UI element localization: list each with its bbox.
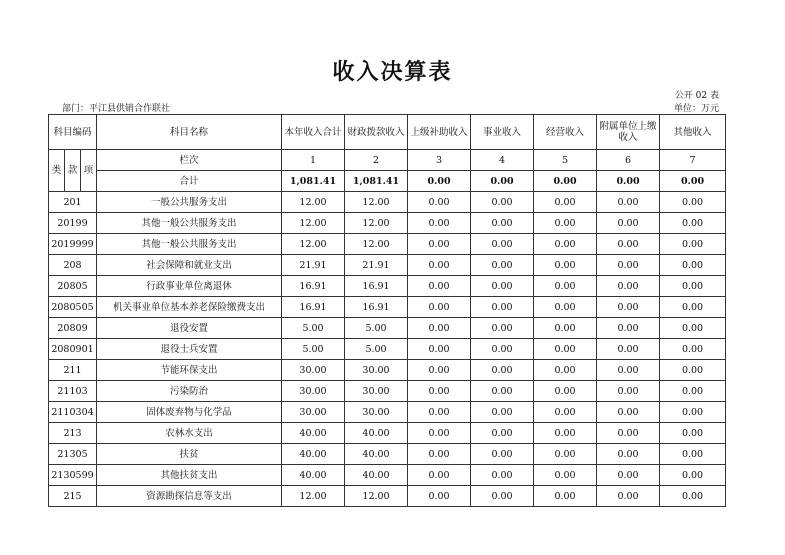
row-value-c2: 12.00: [345, 486, 408, 507]
row-value-c2: 16.91: [345, 297, 408, 318]
row-value-c6: 0.00: [597, 192, 660, 213]
row-value-c7: 0.00: [660, 234, 726, 255]
row-code: 2080505: [49, 297, 97, 318]
row-value-c1: 30.00: [282, 402, 345, 423]
row-value-c3: 0.00: [408, 318, 471, 339]
row-value-c5: 0.00: [534, 339, 597, 360]
row-value-c7: 0.00: [660, 192, 726, 213]
row-value-c1: 30.00: [282, 381, 345, 402]
row-value-c1: 12.00: [282, 213, 345, 234]
row-code: 20805: [49, 276, 97, 297]
header-code: 科目编码: [49, 115, 97, 150]
row-value-c4: 0.00: [471, 339, 534, 360]
col-num-3: 3: [408, 150, 471, 171]
row-value-c5: 0.00: [534, 234, 597, 255]
row-value-c7: 0.00: [660, 213, 726, 234]
total-c5: 0.00: [534, 171, 597, 192]
row-value-c3: 0.00: [408, 234, 471, 255]
row-value-c1: 16.91: [282, 276, 345, 297]
row-name: 一般公共服务支出: [97, 192, 282, 213]
row-value-c2: 40.00: [345, 423, 408, 444]
row-value-c5: 0.00: [534, 465, 597, 486]
row-value-c3: 0.00: [408, 255, 471, 276]
row-code: 21103: [49, 381, 97, 402]
total-c6: 0.00: [597, 171, 660, 192]
table-row: [49, 234, 726, 255]
row-name: 污染防治: [97, 381, 282, 402]
row-name: 社会保障和就业支出: [97, 255, 282, 276]
table-row: [49, 318, 726, 339]
row-value-c7: 0.00: [660, 423, 726, 444]
total-c2: 1,081.41: [345, 171, 408, 192]
row-value-c4: 0.00: [471, 234, 534, 255]
table-row: [49, 381, 726, 402]
row-value-c3: 0.00: [408, 339, 471, 360]
row-code: 213: [49, 423, 97, 444]
table-row: [49, 465, 726, 486]
row-value-c1: 40.00: [282, 465, 345, 486]
row-value-c3: 0.00: [408, 297, 471, 318]
col-num-1: 1: [282, 150, 345, 171]
row-value-c2: 5.00: [345, 339, 408, 360]
row-value-c7: 0.00: [660, 255, 726, 276]
row-value-c4: 0.00: [471, 297, 534, 318]
row-value-c6: 0.00: [597, 255, 660, 276]
row-value-c3: 0.00: [408, 192, 471, 213]
row-value-c5: 0.00: [534, 297, 597, 318]
row-value-c2: 40.00: [345, 465, 408, 486]
row-value-c4: 0.00: [471, 444, 534, 465]
row-value-c2: 21.91: [345, 255, 408, 276]
row-value-c2: 16.91: [345, 276, 408, 297]
row-value-c5: 0.00: [534, 276, 597, 297]
row-value-c6: 0.00: [597, 465, 660, 486]
header-c6: 附属单位上缴收入: [597, 115, 660, 150]
row-value-c1: 12.00: [282, 192, 345, 213]
row-code: 20809: [49, 318, 97, 339]
row-code: 20199: [49, 213, 97, 234]
row-value-c4: 0.00: [471, 192, 534, 213]
row-value-c5: 0.00: [534, 381, 597, 402]
income-table: [48, 114, 726, 507]
form-code: 公开 02 表: [674, 91, 719, 101]
row-value-c4: 0.00: [471, 213, 534, 234]
table-row: [49, 213, 726, 234]
row-value-c2: 5.00: [345, 318, 408, 339]
row-value-c6: 0.00: [597, 423, 660, 444]
row-value-c7: 0.00: [660, 486, 726, 507]
total-c3: 0.00: [408, 171, 471, 192]
row-value-c3: 0.00: [408, 381, 471, 402]
header-lanci: 栏次: [97, 150, 282, 171]
table-row: [49, 486, 726, 507]
page-title: 收入决算表: [332, 59, 453, 85]
row-name: 固体废弃物与化学品: [97, 402, 282, 423]
table-row: [49, 297, 726, 318]
row-value-c6: 0.00: [597, 486, 660, 507]
row-value-c5: 0.00: [534, 486, 597, 507]
total-label: 合计: [97, 171, 282, 192]
row-name: 其他一般公共服务支出: [97, 213, 282, 234]
row-name: 其他一般公共服务支出: [97, 234, 282, 255]
row-value-c4: 0.00: [471, 276, 534, 297]
row-value-c6: 0.00: [597, 213, 660, 234]
row-code: 2080901: [49, 339, 97, 360]
row-name: 退役士兵安置: [97, 339, 282, 360]
row-value-c2: 40.00: [345, 444, 408, 465]
header-name: 科目名称: [97, 115, 282, 150]
row-value-c7: 0.00: [660, 444, 726, 465]
row-code: 215: [49, 486, 97, 507]
row-code: 2019999: [49, 234, 97, 255]
col-num-2: 2: [345, 150, 408, 171]
row-value-c2: 12.00: [345, 234, 408, 255]
row-value-c3: 0.00: [408, 444, 471, 465]
row-value-c3: 0.00: [408, 360, 471, 381]
row-code: 2110304: [49, 402, 97, 423]
row-value-c3: 0.00: [408, 423, 471, 444]
row-value-c1: 12.00: [282, 486, 345, 507]
table-row: [49, 360, 726, 381]
header-lei: 类: [49, 150, 65, 192]
header-c1: 本年收入合计: [282, 115, 345, 150]
col-num-7: 7: [660, 150, 726, 171]
row-name: 资源勘探信息等支出: [97, 486, 282, 507]
row-value-c5: 0.00: [534, 444, 597, 465]
row-value-c3: 0.00: [408, 276, 471, 297]
row-value-c7: 0.00: [660, 339, 726, 360]
row-code: 208: [49, 255, 97, 276]
row-value-c3: 0.00: [408, 213, 471, 234]
row-code: 2130599: [49, 465, 97, 486]
total-c4: 0.00: [471, 171, 534, 192]
total-c7: 0.00: [660, 171, 726, 192]
row-value-c1: 5.00: [282, 318, 345, 339]
row-value-c2: 30.00: [345, 360, 408, 381]
row-value-c7: 0.00: [660, 297, 726, 318]
row-value-c6: 0.00: [597, 318, 660, 339]
row-value-c6: 0.00: [597, 297, 660, 318]
table-row: [49, 423, 726, 444]
row-value-c4: 0.00: [471, 318, 534, 339]
header-kuan: 款: [65, 150, 81, 192]
row-value-c3: 0.00: [408, 486, 471, 507]
row-value-c7: 0.00: [660, 360, 726, 381]
col-num-5: 5: [534, 150, 597, 171]
row-value-c3: 0.00: [408, 402, 471, 423]
row-value-c1: 12.00: [282, 234, 345, 255]
row-name: 农林水支出: [97, 423, 282, 444]
row-value-c1: 30.00: [282, 360, 345, 381]
row-value-c4: 0.00: [471, 360, 534, 381]
row-value-c1: 21.91: [282, 255, 345, 276]
row-value-c2: 30.00: [345, 402, 408, 423]
row-code: 211: [49, 360, 97, 381]
row-name: 机关事业单位基本养老保险缴费支出: [97, 297, 282, 318]
row-name: 行政事业单位离退休: [97, 276, 282, 297]
header-xiang: 项: [81, 150, 97, 192]
col-num-4: 4: [471, 150, 534, 171]
row-value-c4: 0.00: [471, 486, 534, 507]
row-value-c4: 0.00: [471, 402, 534, 423]
unit-label: 单位：万元: [673, 104, 719, 114]
row-code: 21305: [49, 444, 97, 465]
col-num-6: 6: [597, 150, 660, 171]
row-value-c6: 0.00: [597, 339, 660, 360]
row-value-c1: 40.00: [282, 444, 345, 465]
row-name: 扶贫: [97, 444, 282, 465]
row-value-c5: 0.00: [534, 192, 597, 213]
row-value-c6: 0.00: [597, 276, 660, 297]
row-value-c2: 12.00: [345, 213, 408, 234]
row-value-c3: 0.00: [408, 465, 471, 486]
row-value-c7: 0.00: [660, 318, 726, 339]
row-value-c5: 0.00: [534, 360, 597, 381]
header-c3: 上级补助收入: [408, 115, 471, 150]
row-value-c6: 0.00: [597, 402, 660, 423]
row-value-c7: 0.00: [660, 402, 726, 423]
header-c7: 其他收入: [660, 115, 726, 150]
row-value-c4: 0.00: [471, 255, 534, 276]
row-value-c7: 0.00: [660, 465, 726, 486]
row-value-c4: 0.00: [471, 465, 534, 486]
row-value-c4: 0.00: [471, 423, 534, 444]
row-value-c5: 0.00: [534, 423, 597, 444]
row-code: 201: [49, 192, 97, 213]
header-c2: 财政拨款收入: [345, 115, 408, 150]
table-row: [49, 339, 726, 360]
table-row: [49, 444, 726, 465]
row-value-c6: 0.00: [597, 234, 660, 255]
row-value-c2: 30.00: [345, 381, 408, 402]
row-value-c2: 12.00: [345, 192, 408, 213]
row-name: 节能环保支出: [97, 360, 282, 381]
table-row: [49, 402, 726, 423]
row-value-c5: 0.00: [534, 255, 597, 276]
department-label: 部门：平江县供销合作联社: [62, 104, 171, 114]
row-value-c5: 0.00: [534, 213, 597, 234]
table-row: [49, 276, 726, 297]
row-value-c6: 0.00: [597, 381, 660, 402]
row-name: 其他扶贫支出: [97, 465, 282, 486]
table-row: [49, 255, 726, 276]
row-value-c6: 0.00: [597, 360, 660, 381]
row-value-c4: 0.00: [471, 381, 534, 402]
row-value-c1: 16.91: [282, 297, 345, 318]
header-c4: 事业收入: [471, 115, 534, 150]
total-c1: 1,081.41: [282, 171, 345, 192]
row-value-c1: 40.00: [282, 423, 345, 444]
header-c5: 经营收入: [534, 115, 597, 150]
row-value-c5: 0.00: [534, 318, 597, 339]
row-value-c6: 0.00: [597, 444, 660, 465]
row-value-c1: 5.00: [282, 339, 345, 360]
table-row: [49, 192, 726, 213]
row-value-c5: 0.00: [534, 402, 597, 423]
row-name: 退役安置: [97, 318, 282, 339]
row-value-c7: 0.00: [660, 276, 726, 297]
row-value-c7: 0.00: [660, 381, 726, 402]
